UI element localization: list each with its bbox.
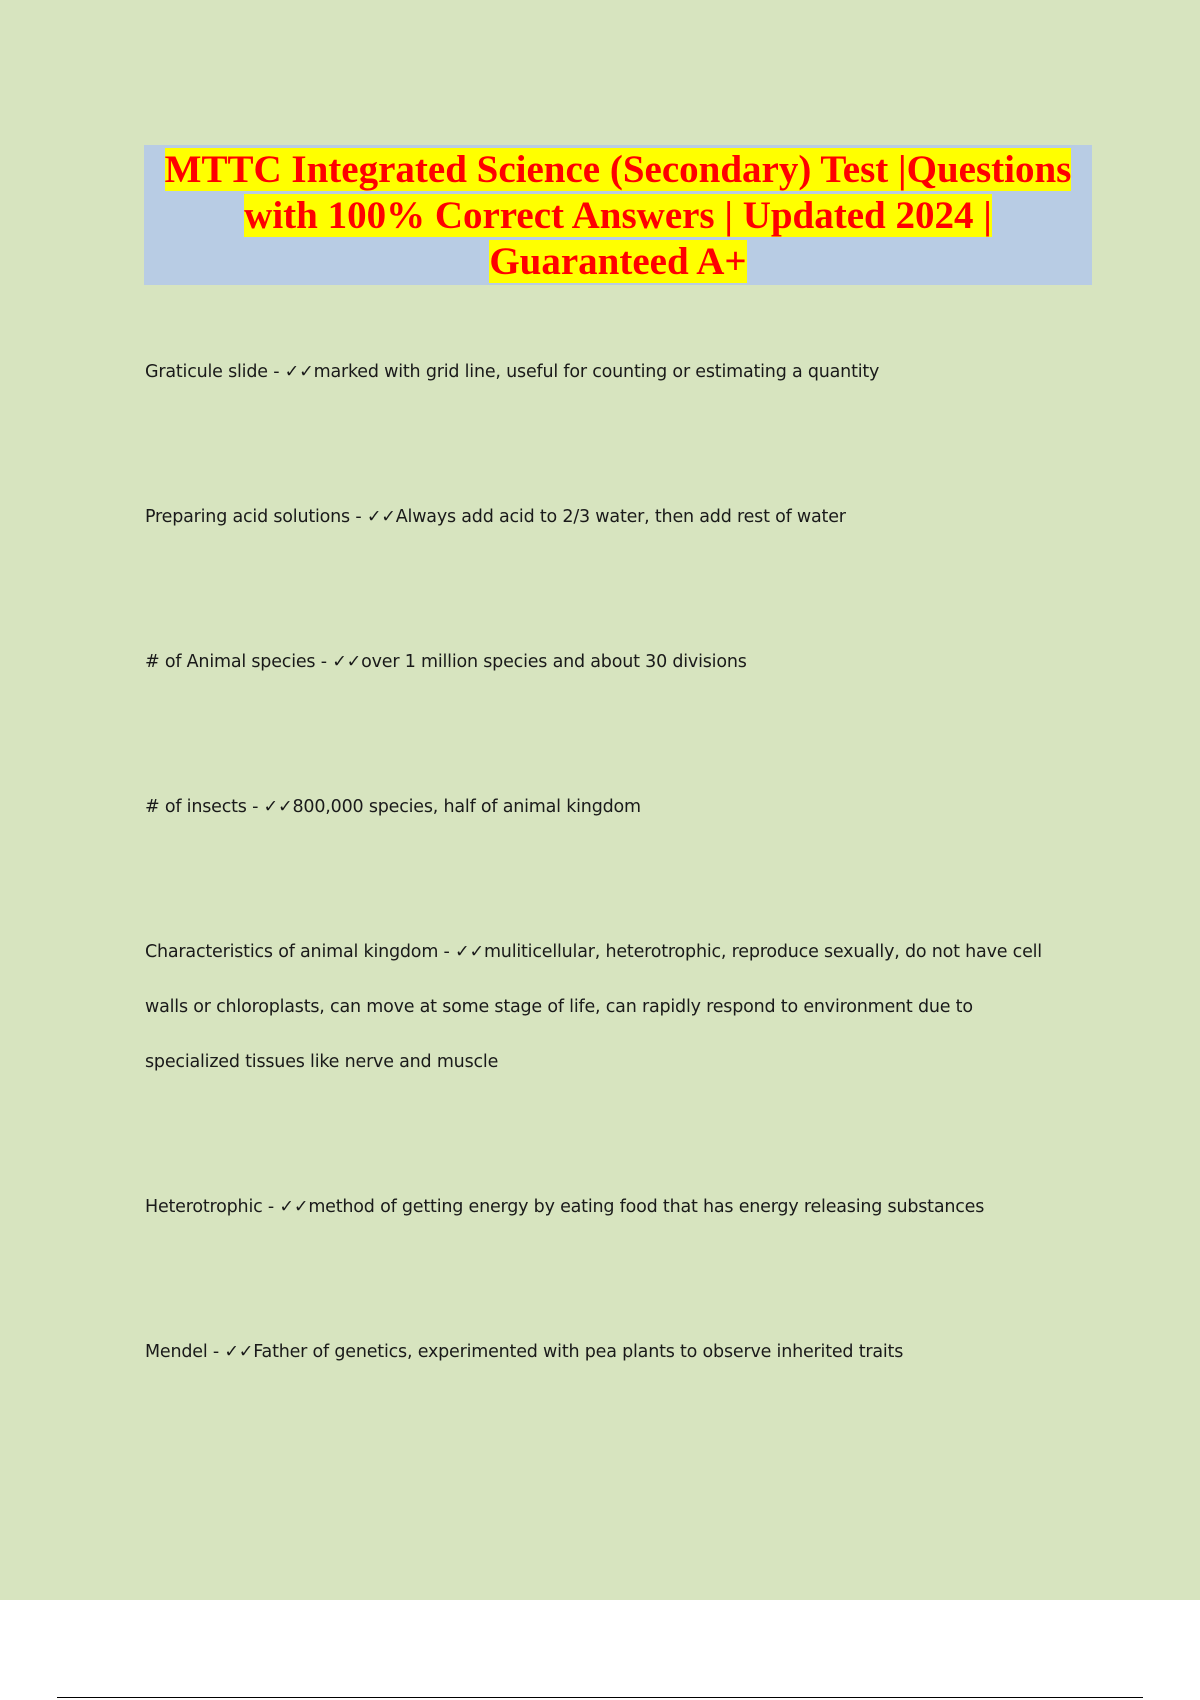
qa-term: Preparing acid solutions [145,507,350,527]
qa-answer: 800,000 species, half of animal kingdom [292,797,641,817]
qa-item [145,635,1065,690]
qa-answer: method of getting energy by eating food that has energy releasing substances [308,1197,985,1217]
qa-item [145,1325,1065,1380]
qa-item [145,490,1065,545]
checkmark-icon: ✓✓ [332,652,362,672]
qa-answer: muliticellular, heterotrophic, reproduce sexually, do not have cell walls or chloroplasts, can move at some stage of life, can rapidly respond to environment due to specialized tissues like nerve and muscle [145,942,1042,1072]
qa-answer: Father of genetics, experimented with pea plants to observe inherited traits [253,1342,904,1362]
checkmark-icon: ✓✓ [224,1342,254,1362]
qa-separator: - [315,652,333,672]
qa-separator: - [438,942,456,962]
qa-term: Heterotrophic [145,1197,263,1217]
checkmark-icon: ✓✓ [366,507,396,527]
checkmark-icon: ✓✓ [279,1197,309,1217]
qa-term: Characteristics of animal kingdom [145,942,439,962]
qa-term: # of insects [145,797,247,817]
qa-item [145,345,1065,400]
title-line-3: Guaranteed A+ [489,240,747,283]
qa-item [145,1180,1065,1235]
title-line-2: with 100% Correct Answers | Updated 2024 | [244,194,992,237]
qa-separator: - [246,797,264,817]
qa-item [145,780,1065,835]
qa-answer: over 1 million species and about 30 divisions [361,652,747,672]
qa-term: Graticule slide [145,362,268,382]
checkmark-icon: ✓✓ [284,362,314,382]
title-block [144,145,1092,285]
qa-term: # of Animal species [145,652,316,672]
qa-item [145,925,1065,1090]
qa-answer: Always add acid to 2/3 water, then add rest of water [395,507,846,527]
qa-separator: - [267,362,285,382]
qa-separator: - [207,1342,225,1362]
title-line-1: MTTC Integrated Science (Secondary) Test |Questions [164,148,1072,191]
checkmark-icon: ✓✓ [455,942,484,962]
qa-separator: - [349,507,367,527]
document-title [144,145,1092,285]
footer-divider [57,1697,1143,1698]
qa-answer: marked with grid line, useful for counting or estimating a quantity [313,362,880,382]
qa-list [145,345,1065,1470]
checkmark-icon: ✓✓ [263,797,293,817]
qa-separator: - [262,1197,280,1217]
qa-term: Mendel [145,1342,208,1362]
